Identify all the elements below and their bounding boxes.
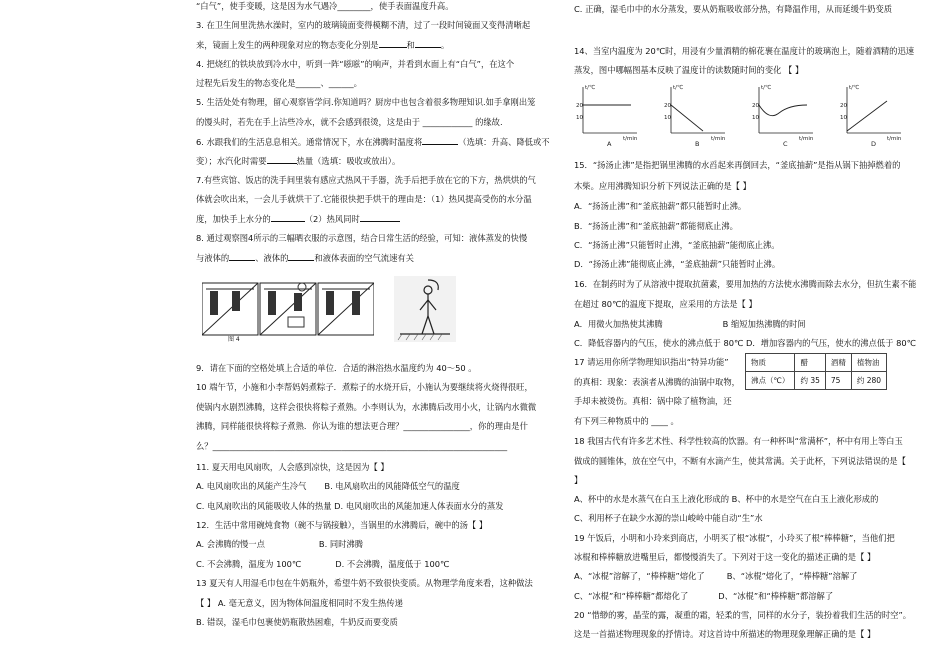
q10-text: 10 端午节，小施和小李帮妈妈煮粽子．煮粽子的水烧开后，小施认为要继续将火烧得很旺， bbox=[196, 382, 533, 392]
table-cell: 75 bbox=[825, 372, 851, 390]
q19-options-ab: A、“冰棍”溶解了，“棒棒糖”熔化了 B、“冰棍”熔化了，“棒棒糖”溶解了 bbox=[574, 571, 858, 581]
q6-text: 6. 水跟我们的生活息息相关。通常情况下，水在沸腾时温度将 （选填：升高、降低或不 bbox=[196, 137, 550, 147]
q12-options-ab: A. 会沸腾的慢一点 B. 同时沸腾 bbox=[196, 539, 364, 549]
q15-option-c: C．“扬汤止沸”只能暂时止沸，“釜底抽薪”能彻底止沸。 bbox=[574, 240, 780, 250]
graph-b-tick-10: 10 bbox=[664, 115, 671, 121]
q10-text-2: 使锅内水剧烈沸腾，这样会很快将粽子煮熟。小李则认为，水沸腾后改用小火，让锅内水微微 bbox=[196, 402, 537, 412]
answer-blank bbox=[229, 251, 255, 261]
graph-d-xlabel: t/min bbox=[887, 136, 902, 142]
q15-option-d: D．“扬汤止沸”能彻底止沸，“釜底抽薪”只能暂时止沸。 bbox=[574, 259, 781, 269]
q11-options-ab: A. 电风扇吹出的风能产生冷气 B. 电风扇吹出的风能降低空气的温度 bbox=[196, 481, 460, 491]
q15-option-a: A．“扬汤止沸”和“釜底抽薪”都只能暂时止沸。 bbox=[574, 201, 747, 211]
graph-c-xlabel: t/min bbox=[799, 136, 814, 142]
q8-text: 8. 通过观察图4所示的三幅晒衣服的示意图，结合日常生活的经验，可知：液体蒸发的快慢 bbox=[196, 233, 528, 243]
q16-options-ab: A．用微火加热使其沸腾 B 缩短加热沸腾的时间 bbox=[574, 319, 806, 329]
q10-text-4: 么？_______________________________________________________________________ bbox=[196, 441, 508, 451]
q18-text-2: 做成的圆锥体，放在空气中，不断有水滴产生，使其常满。关于此杯，下列说法错误的是【 bbox=[574, 456, 906, 466]
table-cell: 酒精 bbox=[825, 354, 851, 372]
q7-text-3: 度，加快手上水分的 （2）热风同时 bbox=[196, 212, 561, 226]
q20-text: 20 “惜缈的雾，晶莹的露，凝重的霜，轻柔的雪，同样的水分子，装扮着我们生活的时空”。 bbox=[574, 610, 912, 620]
figure-4-drying-clothes bbox=[202, 281, 374, 341]
q15-option-b: B．“扬汤止沸”和“釜底抽薪”都能彻底止沸。 bbox=[574, 221, 738, 231]
shower-illustration bbox=[394, 276, 456, 342]
q19-text-2: 冰棍和棒棒糖放进嘴里后，都慢慢消失了。下列对于这一变化的描述正确的是【 】 bbox=[574, 552, 876, 562]
table-cell: 沸点（℃） bbox=[746, 372, 795, 390]
graph-a-xlabel: t/min bbox=[623, 136, 638, 142]
table-cell: 植物油 bbox=[851, 354, 886, 372]
q17-text-3: 手却未被烫伤。真相：锅中除了植物油，还 bbox=[574, 396, 732, 406]
table-cell: 约 35 bbox=[795, 372, 825, 390]
graph-a-label: A bbox=[607, 140, 612, 147]
graph-d-ylabel: t/℃ bbox=[849, 85, 860, 91]
q10-text-3: 沸腾，同样能很快将粽子煮熟．你认为谁的想法更合理？________________，你的理由是什 bbox=[196, 421, 528, 431]
answer-blank bbox=[271, 212, 305, 222]
q18-option-c: C、利用杯子在缺少水源的崇山峻岭中能自动“生”水 bbox=[574, 513, 763, 523]
q16-text: 16．在制药时为了从溶液中提取抗菌素，要用加热的方法使水沸腾而除去水分，但抗生素不能 bbox=[574, 279, 917, 289]
graph-a bbox=[576, 84, 638, 147]
q2-continued: “白气”，使手变暖，这是因为水气遇冷________，使手表面温度升高。 bbox=[196, 1, 454, 11]
q19-options-cd: C、“冰棍”和“棒棒糖”都熔化了 D、“冰棍”和“棒棒糖”都溶解了 bbox=[574, 591, 834, 601]
q16-text-2: 在超过 80℃的温度下提取，应采用的方法是【 】 bbox=[574, 299, 757, 309]
q19-text: 19 午饭后，小明和小玲来到商店，小明买了根“冰棍”，小玲买了根“棒棒糖”，当他们把 bbox=[574, 533, 895, 543]
q3-text-2: 来，镜面上发生的两种现象对应的物态变化分别是 和 。 bbox=[196, 40, 450, 50]
q4-text: 4. 把烧红的铁块放到冷水中，听到一阵“嗞嗞”的响声，并看到水面上有“白气”，在这个 bbox=[196, 59, 515, 69]
q13-option-c: C. 正确，湿毛巾中的水分蒸发，要从奶瓶吸收部分热，有降温作用，从而延缓牛奶变质 bbox=[574, 4, 893, 14]
q12-text: 12．生活中常用碗炖食物（碗不与锅接触），当锅里的水沸腾后，碗中的汤【 】 bbox=[196, 520, 488, 530]
q8-text-2: 与液体的 、液体的 和液体表面的空气流速有关 bbox=[196, 253, 414, 263]
table-header-row bbox=[746, 354, 887, 372]
graph-d bbox=[840, 84, 902, 147]
q18-options-ab: A、杯中的水是水蒸气在白玉上液化形成的 B、杯中的水是空气在白玉上液化形成的 bbox=[574, 494, 879, 504]
q4-text-2: 过程先后发生的物态变化是______、______。 bbox=[196, 78, 362, 88]
graph-b bbox=[664, 84, 726, 147]
answer-blank bbox=[267, 154, 297, 164]
q17-text-2: 的真相：现象：表演者从沸腾的油锅中取物， bbox=[574, 377, 740, 387]
boiling-point-table bbox=[745, 353, 887, 390]
q14-temperature-graphs bbox=[575, 83, 920, 147]
q13-text: 13 夏天有人用湿毛巾包在牛奶瓶外，希望牛奶不致很快变质。从物理学角度来看，这种做法 bbox=[196, 578, 533, 588]
q5-text-2: 的馒头时，若先在手上沾些冷水，就不会感到很烫，这是由于 ____________ 的缘故. bbox=[196, 117, 503, 127]
q11-text: 11. 夏天用电风扇吹，人会感到凉快，这是因为【 】 bbox=[196, 462, 389, 472]
table-cell: 物质 bbox=[746, 354, 795, 372]
q13-option-b: B. 错误，湿毛巾包裹使奶瓶散热困难，牛奶反而要变质 bbox=[196, 617, 398, 627]
q20-text-2: 这是一首描述物理现象的抒情诗。对这首诗中所描述的物理现象理解正确的是【 】 bbox=[574, 629, 876, 639]
graph-c-label: C bbox=[783, 140, 788, 147]
figure-4-caption: 图 4 bbox=[228, 336, 240, 343]
graph-b-ylabel: t/℃ bbox=[673, 85, 684, 91]
graph-b-tick-20: 20 bbox=[664, 103, 671, 109]
graph-b-label: B bbox=[695, 140, 700, 147]
q15-text: 15．“扬汤止沸”是指把锅里沸腾的水舀起来再倒回去，“釜底抽薪”是指从锅下抽掉燃着的 bbox=[574, 160, 901, 170]
q18-text-3: 】 bbox=[574, 475, 583, 485]
q17-text: 17 请运用你所学物理知识指出“特异功能” bbox=[574, 357, 729, 367]
q14-text-2: 蒸发，图中哪幅图基本反映了温度计的读数随时间的变化 【 】 bbox=[574, 65, 804, 75]
graph-d-tick-20: 20 bbox=[840, 103, 847, 109]
graph-b-xlabel: t/min bbox=[711, 136, 726, 142]
q7-text-2: 体就会吹出来，一会儿手就烘干了.它能很快把手烘干的理由是：（1）热风提高受伤的水分温 bbox=[196, 194, 532, 204]
q11-options-cd: C. 电风扇吹出的风能吸收人体的热量 D. 电风扇吹出的风能加速人体表面水分的蒸发 bbox=[196, 501, 504, 511]
q12-options-cd: C. 不会沸腾，温度为 100℃ D. 不会沸腾，温度低于 100℃ bbox=[196, 559, 450, 569]
q16-options-cd: C．降低容器内的气压，使水的沸点低于 80℃ D．增加容器内的气压，使水的沸点低于 80℃ bbox=[574, 338, 916, 348]
q9-text: 9．请在下面的空格处填上合适的单位．合适的淋浴热水温度约为 40～50 。 bbox=[196, 363, 477, 373]
table-cell: 约 280 bbox=[851, 372, 886, 390]
graph-a-tick-10: 10 bbox=[576, 115, 583, 121]
graph-c-tick-20: 20 bbox=[752, 103, 759, 109]
q17-text-4: 有下列三种物质中的 ____ 。 bbox=[574, 416, 679, 426]
answer-blank bbox=[415, 38, 441, 48]
answer-blank bbox=[360, 212, 400, 222]
q7-text: 7.有些宾馆、饭店的洗手间里装有感应式热风干手器，洗手后把手放在它的下方，热烘烘的气 bbox=[196, 175, 536, 185]
q13-option-a: 【 】 A. 毫无意义，因为物体间温度相同时不发生热传递 bbox=[196, 598, 403, 608]
q14-text: 14、当室内温度为 20℃时，用浸有少量酒精的棉花裹在温度计的玻璃泡上，随着酒精的迅速 bbox=[574, 46, 915, 56]
graph-c-ylabel: t/℃ bbox=[761, 85, 772, 91]
q5-text: 5. 生活处处有物理，留心观察皆学问.你知道吗？厨房中也包含着很多物理知识.如手拿刚出笼 bbox=[196, 97, 536, 107]
table-cell: 醋 bbox=[795, 354, 825, 372]
graph-a-ylabel: t/℃ bbox=[585, 85, 596, 91]
graph-a-tick-20: 20 bbox=[576, 103, 583, 109]
q6-text-2: 变）；水汽化时需要 热量（选填：吸收或放出）。 bbox=[196, 156, 401, 166]
answer-blank bbox=[422, 135, 458, 145]
q3-text: 3. 在卫生间里洗热水澡时，室内的玻璃镜面变得模糊不清，过了一段时间镜面又变得清晰起 bbox=[196, 20, 531, 30]
answer-blank bbox=[288, 251, 314, 261]
answer-blank bbox=[379, 38, 407, 48]
q15-text-2: 木柴。应用沸腾知识分析下列说法正确的是【 】 bbox=[574, 181, 751, 191]
graph-d-label: D bbox=[871, 140, 877, 147]
graph-d-tick-10: 10 bbox=[840, 115, 847, 121]
table-row bbox=[746, 372, 887, 390]
graph-c bbox=[752, 84, 814, 147]
graph-c-tick-10: 10 bbox=[752, 115, 759, 121]
q18-text: 18 我国古代有许多艺术性、科学性较高的饮器。有一种杯叫“常满杯”，杯中有用上等白玉 bbox=[574, 436, 903, 446]
